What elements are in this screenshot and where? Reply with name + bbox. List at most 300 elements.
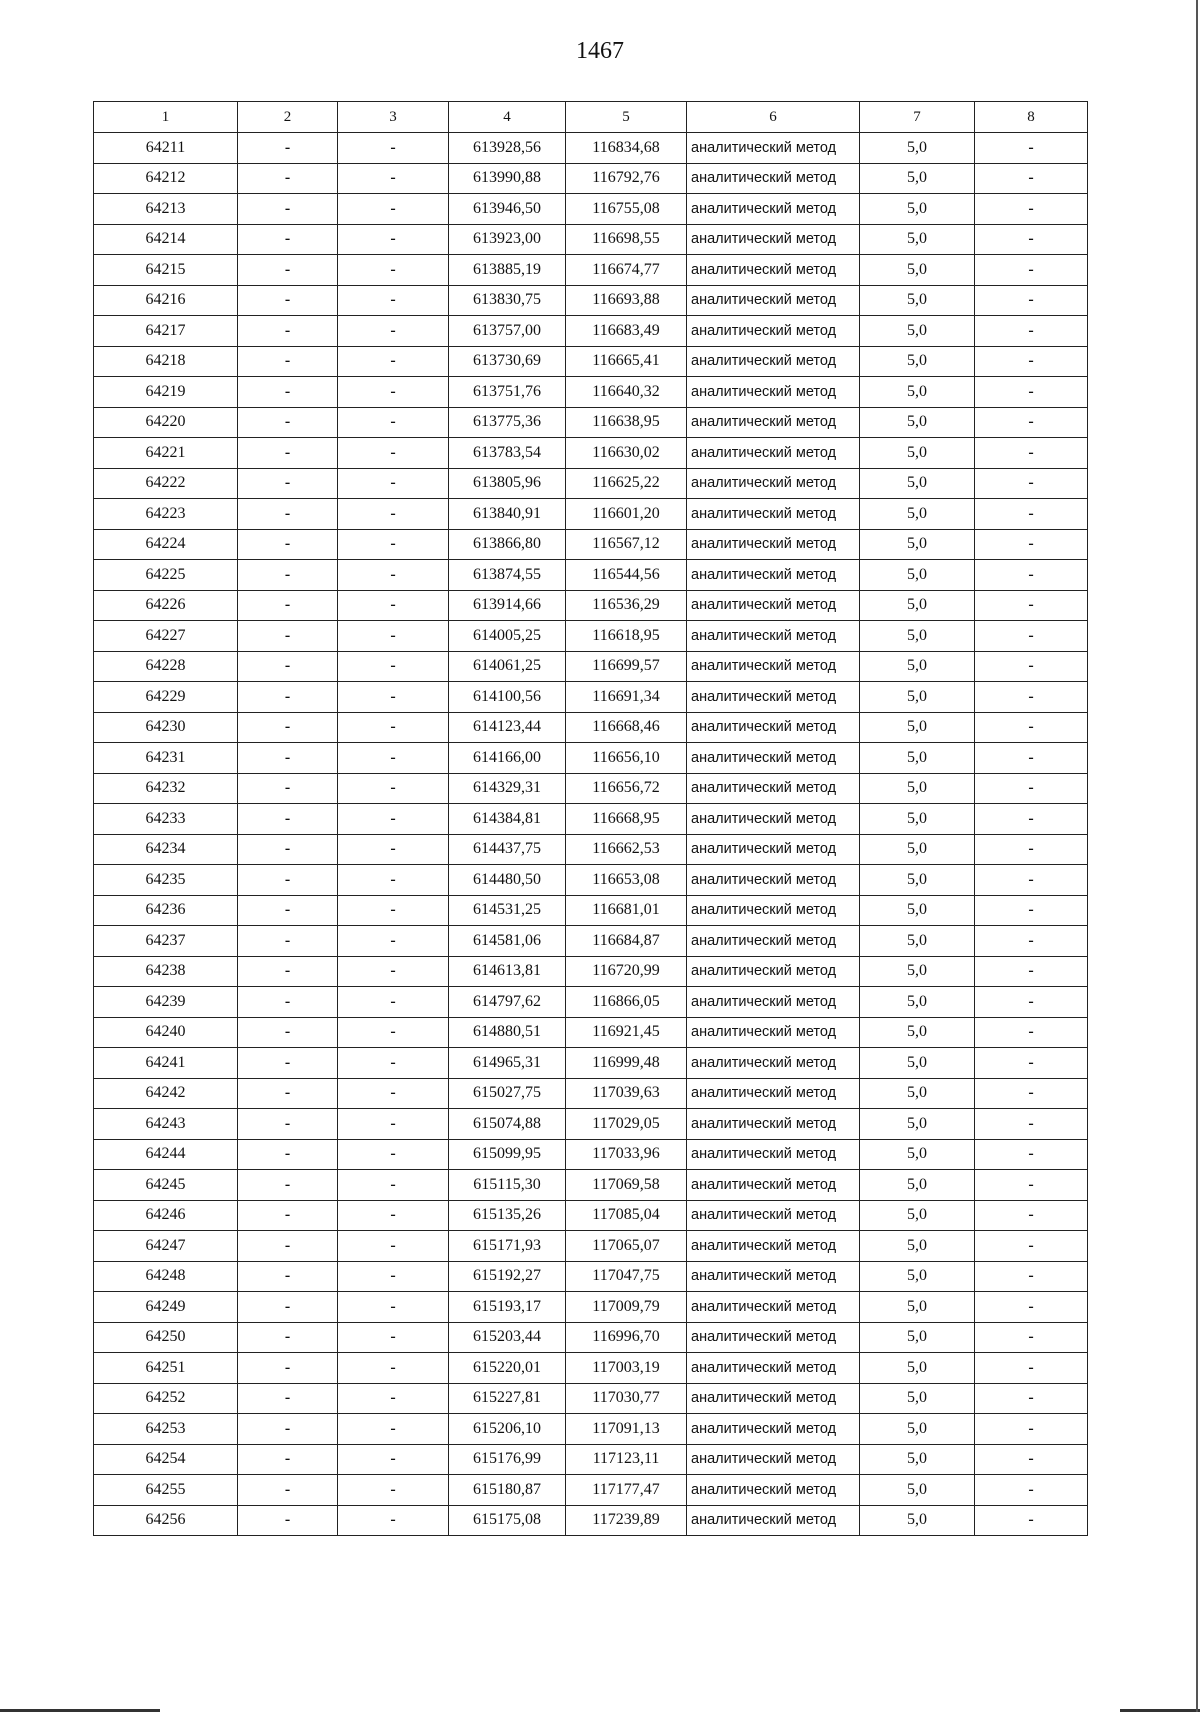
table-row (94, 285, 1088, 316)
cell-point-number: 64235 (94, 865, 238, 896)
cell-col3-value: - (338, 1383, 449, 1414)
cell-method: аналитический метод (687, 621, 860, 652)
cell-method: аналитический метод (687, 1261, 860, 1292)
table-row (94, 712, 1088, 743)
table-row (94, 560, 1088, 591)
cell-col2-value: - (238, 1170, 338, 1201)
cell-col2-value: - (238, 1353, 338, 1384)
cell-col2-value: - (238, 1322, 338, 1353)
cell-point-number: 64219 (94, 377, 238, 408)
scan-edge-vertical (1196, 0, 1198, 1712)
cell-col8-value: - (975, 224, 1088, 255)
cell-x-coordinate: 613990,88 (449, 163, 566, 194)
cell-x-coordinate: 613885,19 (449, 255, 566, 286)
cell-accuracy: 5,0 (860, 804, 975, 835)
cell-y-coordinate: 116630,02 (566, 438, 687, 469)
cell-point-number: 64212 (94, 163, 238, 194)
cell-y-coordinate: 117069,58 (566, 1170, 687, 1201)
cell-point-number: 64211 (94, 133, 238, 164)
cell-accuracy: 5,0 (860, 1292, 975, 1323)
cell-y-coordinate: 117030,77 (566, 1383, 687, 1414)
cell-method: аналитический метод (687, 194, 860, 225)
cell-col3-value: - (338, 529, 449, 560)
cell-accuracy: 5,0 (860, 651, 975, 682)
cell-x-coordinate: 614061,25 (449, 651, 566, 682)
cell-point-number: 64251 (94, 1353, 238, 1384)
cell-point-number: 64250 (94, 1322, 238, 1353)
table-row (94, 1322, 1088, 1353)
cell-y-coordinate: 117039,63 (566, 1078, 687, 1109)
cell-col8-value: - (975, 743, 1088, 774)
cell-y-coordinate: 117047,75 (566, 1261, 687, 1292)
cell-y-coordinate: 116656,10 (566, 743, 687, 774)
cell-y-coordinate: 116601,20 (566, 499, 687, 530)
cell-col8-value: - (975, 316, 1088, 347)
cell-x-coordinate: 614123,44 (449, 712, 566, 743)
cell-accuracy: 5,0 (860, 621, 975, 652)
table-row (94, 1353, 1088, 1384)
cell-col8-value: - (975, 407, 1088, 438)
cell-accuracy: 5,0 (860, 956, 975, 987)
cell-accuracy: 5,0 (860, 1322, 975, 1353)
cell-col8-value: - (975, 499, 1088, 530)
cell-col8-value: - (975, 1139, 1088, 1170)
cell-method: аналитический метод (687, 926, 860, 957)
cell-point-number: 64233 (94, 804, 238, 835)
cell-x-coordinate: 613751,76 (449, 377, 566, 408)
table-body (94, 133, 1088, 1536)
cell-col3-value: - (338, 133, 449, 164)
cell-accuracy: 5,0 (860, 1475, 975, 1506)
cell-method: аналитический метод (687, 1200, 860, 1231)
cell-col3-value: - (338, 1322, 449, 1353)
cell-point-number: 64243 (94, 1109, 238, 1140)
cell-x-coordinate: 614613,81 (449, 956, 566, 987)
cell-col3-value: - (338, 651, 449, 682)
cell-method: аналитический метод (687, 1078, 860, 1109)
column-header-8: 8 (975, 102, 1088, 133)
cell-accuracy: 5,0 (860, 895, 975, 926)
cell-method: аналитический метод (687, 1505, 860, 1536)
cell-col3-value: - (338, 926, 449, 957)
cell-x-coordinate: 615115,30 (449, 1170, 566, 1201)
cell-col8-value: - (975, 865, 1088, 896)
cell-col8-value: - (975, 1078, 1088, 1109)
cell-y-coordinate: 116668,95 (566, 804, 687, 835)
table-row (94, 1383, 1088, 1414)
cell-accuracy: 5,0 (860, 346, 975, 377)
table-row (94, 346, 1088, 377)
cell-x-coordinate: 614797,62 (449, 987, 566, 1018)
cell-y-coordinate: 116691,34 (566, 682, 687, 713)
cell-col3-value: - (338, 712, 449, 743)
cell-x-coordinate: 615193,17 (449, 1292, 566, 1323)
cell-col2-value: - (238, 407, 338, 438)
cell-method: аналитический метод (687, 1139, 860, 1170)
cell-method: аналитический метод (687, 1475, 860, 1506)
cell-col2-value: - (238, 1139, 338, 1170)
cell-col2-value: - (238, 1261, 338, 1292)
cell-col2-value: - (238, 804, 338, 835)
table-row (94, 1048, 1088, 1079)
cell-method: аналитический метод (687, 743, 860, 774)
cell-col2-value: - (238, 1444, 338, 1475)
cell-point-number: 64238 (94, 956, 238, 987)
cell-col3-value: - (338, 1017, 449, 1048)
cell-y-coordinate: 116567,12 (566, 529, 687, 560)
cell-col8-value: - (975, 1322, 1088, 1353)
cell-col3-value: - (338, 224, 449, 255)
cell-x-coordinate: 614965,31 (449, 1048, 566, 1079)
cell-point-number: 64237 (94, 926, 238, 957)
cell-y-coordinate: 116638,95 (566, 407, 687, 438)
cell-col3-value: - (338, 499, 449, 530)
table-row (94, 865, 1088, 896)
cell-x-coordinate: 613928,56 (449, 133, 566, 164)
cell-accuracy: 5,0 (860, 285, 975, 316)
table-row (94, 987, 1088, 1018)
cell-accuracy: 5,0 (860, 194, 975, 225)
cell-y-coordinate: 117003,19 (566, 1353, 687, 1384)
cell-method: аналитический метод (687, 1444, 860, 1475)
cell-x-coordinate: 613830,75 (449, 285, 566, 316)
cell-x-coordinate: 615203,44 (449, 1322, 566, 1353)
cell-accuracy: 5,0 (860, 1261, 975, 1292)
cell-y-coordinate: 116656,72 (566, 773, 687, 804)
cell-method: аналитический метод (687, 804, 860, 835)
cell-method: аналитический метод (687, 956, 860, 987)
cell-col2-value: - (238, 682, 338, 713)
cell-y-coordinate: 116544,56 (566, 560, 687, 591)
cell-accuracy: 5,0 (860, 1170, 975, 1201)
cell-accuracy: 5,0 (860, 1017, 975, 1048)
cell-x-coordinate: 613866,80 (449, 529, 566, 560)
cell-y-coordinate: 116684,87 (566, 926, 687, 957)
table-row (94, 499, 1088, 530)
cell-col3-value: - (338, 438, 449, 469)
cell-accuracy: 5,0 (860, 255, 975, 286)
column-header-1: 1 (94, 102, 238, 133)
cell-point-number: 64255 (94, 1475, 238, 1506)
cell-point-number: 64248 (94, 1261, 238, 1292)
table-row (94, 1109, 1088, 1140)
cell-col3-value: - (338, 621, 449, 652)
cell-col8-value: - (975, 621, 1088, 652)
cell-x-coordinate: 614329,31 (449, 773, 566, 804)
cell-y-coordinate: 117239,89 (566, 1505, 687, 1536)
cell-col2-value: - (238, 285, 338, 316)
cell-method: аналитический метод (687, 1109, 860, 1140)
cell-x-coordinate: 615135,26 (449, 1200, 566, 1231)
table-row (94, 133, 1088, 164)
cell-col3-value: - (338, 255, 449, 286)
cell-col3-value: - (338, 346, 449, 377)
table-row (94, 377, 1088, 408)
cell-method: аналитический метод (687, 1170, 860, 1201)
cell-point-number: 64240 (94, 1017, 238, 1048)
cell-x-coordinate: 614166,00 (449, 743, 566, 774)
cell-col8-value: - (975, 1048, 1088, 1079)
table-row (94, 529, 1088, 560)
table-row (94, 590, 1088, 621)
cell-col2-value: - (238, 956, 338, 987)
cell-method: аналитический метод (687, 560, 860, 591)
cell-y-coordinate: 116625,22 (566, 468, 687, 499)
cell-col2-value: - (238, 316, 338, 347)
cell-accuracy: 5,0 (860, 377, 975, 408)
cell-method: аналитический метод (687, 529, 860, 560)
cell-col8-value: - (975, 1170, 1088, 1201)
cell-method: аналитический метод (687, 224, 860, 255)
table-row (94, 1078, 1088, 1109)
cell-col2-value: - (238, 1475, 338, 1506)
cell-col3-value: - (338, 285, 449, 316)
header-row (94, 102, 1088, 133)
table-row (94, 1505, 1088, 1536)
cell-col2-value: - (238, 499, 338, 530)
cell-method: аналитический метод (687, 407, 860, 438)
cell-y-coordinate: 117085,04 (566, 1200, 687, 1231)
cell-accuracy: 5,0 (860, 1078, 975, 1109)
cell-col3-value: - (338, 956, 449, 987)
cell-point-number: 64249 (94, 1292, 238, 1323)
cell-col2-value: - (238, 468, 338, 499)
cell-col8-value: - (975, 1109, 1088, 1140)
cell-col8-value: - (975, 285, 1088, 316)
cell-col3-value: - (338, 1109, 449, 1140)
cell-col3-value: - (338, 834, 449, 865)
cell-y-coordinate: 116665,41 (566, 346, 687, 377)
cell-col8-value: - (975, 773, 1088, 804)
cell-accuracy: 5,0 (860, 1444, 975, 1475)
cell-point-number: 64246 (94, 1200, 238, 1231)
table-row (94, 895, 1088, 926)
cell-method: аналитический метод (687, 1231, 860, 1262)
cell-method: аналитический метод (687, 346, 860, 377)
cell-accuracy: 5,0 (860, 743, 975, 774)
cell-y-coordinate: 116640,32 (566, 377, 687, 408)
table-row (94, 1231, 1088, 1262)
cell-col3-value: - (338, 773, 449, 804)
cell-col3-value: - (338, 804, 449, 835)
cell-col3-value: - (338, 1505, 449, 1536)
cell-accuracy: 5,0 (860, 163, 975, 194)
cell-col8-value: - (975, 346, 1088, 377)
cell-col3-value: - (338, 590, 449, 621)
cell-col8-value: - (975, 1505, 1088, 1536)
cell-y-coordinate: 116693,88 (566, 285, 687, 316)
cell-col3-value: - (338, 865, 449, 896)
cell-point-number: 64221 (94, 438, 238, 469)
cell-point-number: 64236 (94, 895, 238, 926)
cell-x-coordinate: 615227,81 (449, 1383, 566, 1414)
cell-col3-value: - (338, 194, 449, 225)
cell-accuracy: 5,0 (860, 773, 975, 804)
cell-y-coordinate: 117177,47 (566, 1475, 687, 1506)
cell-accuracy: 5,0 (860, 499, 975, 530)
cell-point-number: 64252 (94, 1383, 238, 1414)
cell-col2-value: - (238, 1200, 338, 1231)
cell-method: аналитический метод (687, 133, 860, 164)
cell-col8-value: - (975, 1383, 1088, 1414)
cell-col3-value: - (338, 1292, 449, 1323)
cell-col8-value: - (975, 987, 1088, 1018)
column-header-6: 6 (687, 102, 860, 133)
cell-col3-value: - (338, 1231, 449, 1262)
cell-col2-value: - (238, 712, 338, 743)
cell-accuracy: 5,0 (860, 407, 975, 438)
cell-col8-value: - (975, 804, 1088, 835)
cell-x-coordinate: 615027,75 (449, 1078, 566, 1109)
cell-y-coordinate: 116681,01 (566, 895, 687, 926)
cell-col8-value: - (975, 926, 1088, 957)
cell-col2-value: - (238, 560, 338, 591)
cell-col2-value: - (238, 346, 338, 377)
cell-x-coordinate: 615175,08 (449, 1505, 566, 1536)
cell-col8-value: - (975, 1414, 1088, 1445)
cell-method: аналитический метод (687, 1353, 860, 1384)
cell-col2-value: - (238, 255, 338, 286)
cell-x-coordinate: 615192,27 (449, 1261, 566, 1292)
column-header-3: 3 (338, 102, 449, 133)
cell-col8-value: - (975, 377, 1088, 408)
cell-col3-value: - (338, 163, 449, 194)
cell-point-number: 64222 (94, 468, 238, 499)
cell-col2-value: - (238, 834, 338, 865)
table-row (94, 804, 1088, 835)
cell-method: аналитический метод (687, 590, 860, 621)
table-row (94, 255, 1088, 286)
cell-x-coordinate: 615171,93 (449, 1231, 566, 1262)
column-header-5: 5 (566, 102, 687, 133)
cell-col3-value: - (338, 1200, 449, 1231)
table-row (94, 1414, 1088, 1445)
cell-point-number: 64227 (94, 621, 238, 652)
cell-accuracy: 5,0 (860, 1048, 975, 1079)
cell-col3-value: - (338, 468, 449, 499)
table-row (94, 438, 1088, 469)
cell-y-coordinate: 116834,68 (566, 133, 687, 164)
cell-method: аналитический метод (687, 1322, 860, 1353)
cell-x-coordinate: 614100,56 (449, 682, 566, 713)
cell-y-coordinate: 116662,53 (566, 834, 687, 865)
cell-point-number: 64214 (94, 224, 238, 255)
table-row (94, 163, 1088, 194)
cell-accuracy: 5,0 (860, 560, 975, 591)
page-number: 1467 (576, 38, 624, 64)
cell-method: аналитический метод (687, 468, 860, 499)
cell-x-coordinate: 613783,54 (449, 438, 566, 469)
cell-col3-value: - (338, 1353, 449, 1384)
cell-x-coordinate: 614531,25 (449, 895, 566, 926)
cell-col8-value: - (975, 956, 1088, 987)
cell-col8-value: - (975, 712, 1088, 743)
cell-method: аналитический метод (687, 865, 860, 896)
cell-col2-value: - (238, 1048, 338, 1079)
cell-col2-value: - (238, 865, 338, 896)
cell-point-number: 64223 (94, 499, 238, 530)
cell-col8-value: - (975, 1444, 1088, 1475)
cell-x-coordinate: 613946,50 (449, 194, 566, 225)
cell-x-coordinate: 613874,55 (449, 560, 566, 591)
cell-accuracy: 5,0 (860, 529, 975, 560)
table-row (94, 1444, 1088, 1475)
cell-method: аналитический метод (687, 1017, 860, 1048)
cell-point-number: 64230 (94, 712, 238, 743)
cell-col8-value: - (975, 1261, 1088, 1292)
cell-x-coordinate: 614480,50 (449, 865, 566, 896)
cell-y-coordinate: 116921,45 (566, 1017, 687, 1048)
cell-y-coordinate: 116755,08 (566, 194, 687, 225)
cell-method: аналитический метод (687, 712, 860, 743)
cell-col2-value: - (238, 529, 338, 560)
cell-col2-value: - (238, 377, 338, 408)
table-row (94, 956, 1088, 987)
cell-y-coordinate: 116698,55 (566, 224, 687, 255)
cell-col2-value: - (238, 1292, 338, 1323)
cell-x-coordinate: 614581,06 (449, 926, 566, 957)
cell-col8-value: - (975, 255, 1088, 286)
cell-col3-value: - (338, 743, 449, 774)
cell-method: аналитический метод (687, 377, 860, 408)
cell-point-number: 64256 (94, 1505, 238, 1536)
cell-y-coordinate: 117065,07 (566, 1231, 687, 1262)
cell-method: аналитический метод (687, 895, 860, 926)
cell-x-coordinate: 613914,66 (449, 590, 566, 621)
cell-x-coordinate: 613775,36 (449, 407, 566, 438)
cell-col3-value: - (338, 560, 449, 591)
cell-point-number: 64215 (94, 255, 238, 286)
cell-col2-value: - (238, 773, 338, 804)
cell-accuracy: 5,0 (860, 865, 975, 896)
cell-method: аналитический метод (687, 1414, 860, 1445)
cell-x-coordinate: 615099,95 (449, 1139, 566, 1170)
cell-point-number: 64239 (94, 987, 238, 1018)
table-row (94, 773, 1088, 804)
cell-x-coordinate: 613730,69 (449, 346, 566, 377)
cell-col8-value: - (975, 834, 1088, 865)
table-row (94, 1261, 1088, 1292)
cell-method: аналитический метод (687, 255, 860, 286)
cell-col3-value: - (338, 987, 449, 1018)
table-row (94, 651, 1088, 682)
cell-accuracy: 5,0 (860, 468, 975, 499)
cell-col2-value: - (238, 438, 338, 469)
cell-y-coordinate: 116866,05 (566, 987, 687, 1018)
cell-accuracy: 5,0 (860, 1353, 975, 1384)
cell-col8-value: - (975, 590, 1088, 621)
column-header-7: 7 (860, 102, 975, 133)
cell-point-number: 64218 (94, 346, 238, 377)
cell-col2-value: - (238, 133, 338, 164)
cell-method: аналитический метод (687, 438, 860, 469)
cell-col2-value: - (238, 194, 338, 225)
cell-method: аналитический метод (687, 987, 860, 1018)
cell-y-coordinate: 117091,13 (566, 1414, 687, 1445)
cell-col2-value: - (238, 1231, 338, 1262)
cell-point-number: 64253 (94, 1414, 238, 1445)
cell-accuracy: 5,0 (860, 224, 975, 255)
cell-accuracy: 5,0 (860, 682, 975, 713)
cell-point-number: 64217 (94, 316, 238, 347)
cell-y-coordinate: 117123,11 (566, 1444, 687, 1475)
cell-point-number: 64241 (94, 1048, 238, 1079)
cell-col8-value: - (975, 1200, 1088, 1231)
cell-col8-value: - (975, 651, 1088, 682)
cell-col2-value: - (238, 224, 338, 255)
cell-x-coordinate: 615176,99 (449, 1444, 566, 1475)
cell-point-number: 64254 (94, 1444, 238, 1475)
